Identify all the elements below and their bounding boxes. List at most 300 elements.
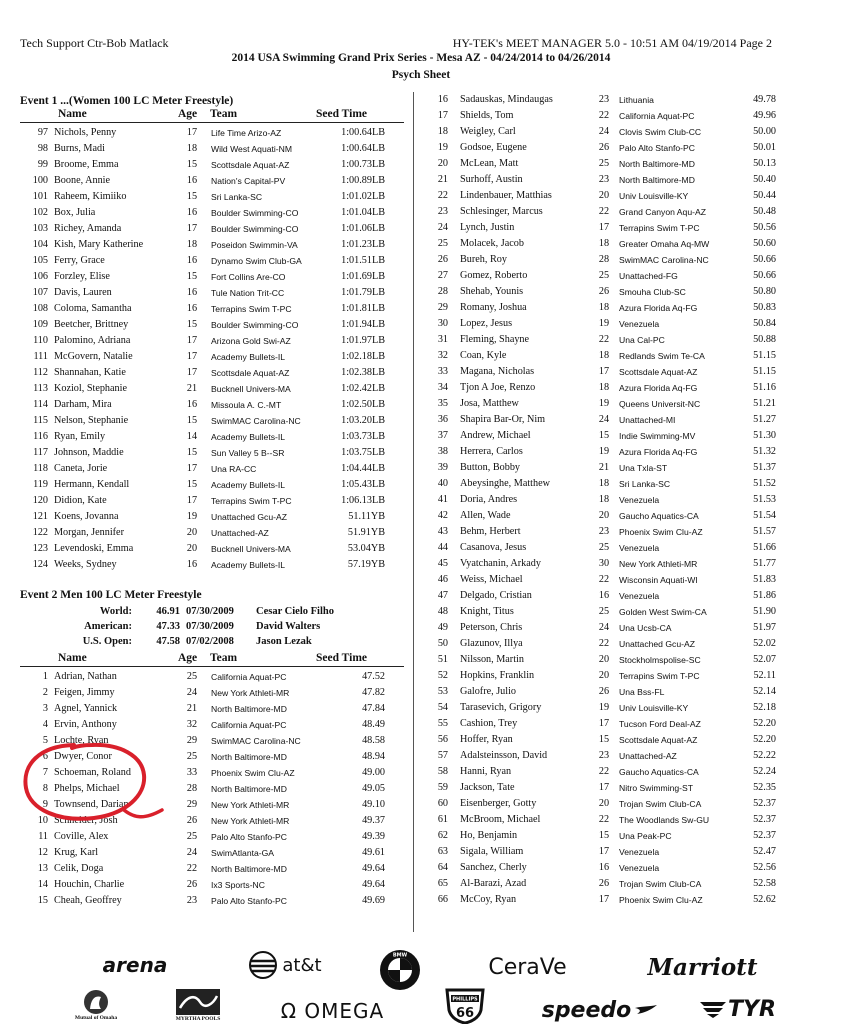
seed-time: 51.97 bbox=[753, 622, 776, 633]
age: 16 bbox=[598, 590, 610, 601]
swimmer-name: Hanni, Ryan bbox=[460, 766, 512, 777]
team: SwimAtlanta-GA bbox=[211, 848, 275, 858]
swimmer-name: Romany, Joshua bbox=[460, 302, 527, 313]
place: 59 bbox=[437, 782, 448, 793]
swimmer-name: Tarasevich, Grigory bbox=[460, 702, 542, 713]
age: 17 bbox=[598, 366, 610, 377]
team: Ix3 Sports-NC bbox=[211, 880, 265, 890]
team: Smouha Club-SC bbox=[619, 287, 686, 297]
phillips-shield-icon bbox=[443, 988, 487, 1024]
record-label: U.S. Open: bbox=[82, 636, 132, 647]
seed-time: 1:03.75LB bbox=[341, 447, 385, 458]
age: 30 bbox=[598, 558, 610, 569]
team: Azura Florida Aq-FG bbox=[619, 383, 698, 393]
place: 60 bbox=[437, 798, 448, 809]
phillips-text: PHILLIPS bbox=[452, 996, 478, 1003]
age: 29 bbox=[186, 799, 198, 810]
seed-time: 51.16 bbox=[753, 382, 776, 393]
swimmer-name: Glazunov, Illya bbox=[460, 638, 523, 649]
team: Dynamo Swim Club-GA bbox=[211, 256, 302, 266]
team: Trojan Swim Club-CA bbox=[619, 799, 702, 809]
seed-time: 1:00.73LB bbox=[341, 159, 385, 170]
age: 16 bbox=[186, 559, 198, 570]
place: 16 bbox=[437, 94, 448, 105]
place: 110 bbox=[33, 335, 48, 346]
team: Palo Alto Stanfo-PC bbox=[619, 143, 695, 153]
team: New York Athleti-MR bbox=[211, 688, 290, 698]
seed-time: 1:02.50LB bbox=[341, 399, 385, 410]
table-row bbox=[20, 253, 404, 269]
right-column bbox=[428, 92, 808, 908]
swimmer-name: Knight, Titus bbox=[460, 606, 514, 617]
table-row bbox=[20, 173, 404, 189]
seed-time: 47.82 bbox=[362, 687, 385, 698]
myrtha-text: MYRTHA POOLS bbox=[175, 1016, 221, 1022]
seed-time: 52.22 bbox=[753, 750, 776, 761]
seed-time: 50.60 bbox=[753, 238, 776, 249]
seed-time: 52.11 bbox=[753, 670, 776, 681]
team: Grand Canyon Aqu-AZ bbox=[619, 207, 706, 217]
team: Greater Omaha Aq-MW bbox=[619, 239, 710, 249]
place: 13 bbox=[37, 863, 48, 874]
seed-time: 49.61 bbox=[362, 847, 385, 858]
team: Una Ucsb-CA bbox=[619, 623, 672, 633]
swimmer-name: Weeks, Sydney bbox=[54, 559, 117, 570]
team: Unattached Gcu-AZ bbox=[619, 639, 695, 649]
age: 20 bbox=[598, 670, 610, 681]
team: Lithuania bbox=[619, 95, 654, 105]
seed-time: 49.37 bbox=[362, 815, 385, 826]
table-row bbox=[20, 733, 404, 749]
swimmer-name: Adalsteinsson, David bbox=[460, 750, 548, 761]
place: 38 bbox=[437, 446, 448, 457]
team: Venezuela bbox=[619, 495, 660, 505]
mutual-of-omaha-logo bbox=[68, 986, 124, 1024]
place: 109 bbox=[32, 319, 48, 330]
col-seed: Seed Time bbox=[316, 652, 368, 664]
event2-column-headers bbox=[20, 652, 404, 666]
swimmer-name: Koens, Jovanna bbox=[54, 511, 119, 522]
seed-time: 49.64 bbox=[362, 863, 385, 874]
table-row bbox=[428, 364, 808, 380]
team: Wisconsin Aquati-WI bbox=[619, 575, 698, 585]
tyr-wordmark: TYR bbox=[728, 996, 776, 1022]
table-row bbox=[428, 828, 808, 844]
place: 45 bbox=[437, 558, 448, 569]
swimmer-name: Surhoff, Austin bbox=[460, 174, 523, 185]
table-row bbox=[20, 317, 404, 333]
seed-time: 1:01.81LB bbox=[341, 303, 385, 314]
event2-title: Event 2 Men 100 LC Meter Freestyle bbox=[20, 589, 202, 601]
team: Terrapins Swim T-PC bbox=[211, 496, 292, 506]
marriott-logo: Marriott bbox=[647, 953, 758, 981]
seed-time: 1:02.18LB bbox=[341, 351, 385, 362]
place: 42 bbox=[437, 510, 448, 521]
place: 6 bbox=[42, 751, 48, 762]
team: Boulder Swimming-CO bbox=[211, 208, 299, 218]
age: 17 bbox=[598, 222, 610, 233]
seed-time: 49.10 bbox=[362, 799, 385, 810]
table-row bbox=[20, 413, 404, 429]
age: 23 bbox=[598, 750, 610, 761]
table-row bbox=[428, 412, 808, 428]
team: Wild West Aquati-NM bbox=[211, 144, 293, 154]
swimmer-name: Morgan, Jennifer bbox=[54, 527, 124, 538]
age: 25 bbox=[598, 270, 610, 281]
table-row bbox=[20, 141, 404, 157]
age: 18 bbox=[186, 143, 198, 154]
age: 17 bbox=[186, 127, 198, 138]
swimmer-name: Johnson, Maddie bbox=[54, 447, 124, 458]
seed-time: 1:01.69LB bbox=[341, 271, 385, 282]
seed-time: 52.58 bbox=[753, 878, 776, 889]
table-row bbox=[428, 796, 808, 812]
place: 105 bbox=[32, 255, 48, 266]
record-row bbox=[20, 619, 404, 634]
age: 16 bbox=[186, 303, 198, 314]
age: 15 bbox=[186, 479, 198, 490]
seed-time: 51.27 bbox=[753, 414, 776, 425]
place: 44 bbox=[437, 542, 448, 553]
team: Nation's Capital-PV bbox=[211, 176, 286, 186]
team: Academy Bullets-IL bbox=[211, 432, 286, 442]
seed-time: 50.44 bbox=[753, 190, 776, 201]
col-seed: Seed Time bbox=[316, 108, 368, 120]
col-name: Name bbox=[58, 652, 87, 664]
table-row bbox=[20, 717, 404, 733]
seed-time: 49.64 bbox=[362, 879, 385, 890]
seed-time: 49.05 bbox=[362, 783, 385, 794]
age: 26 bbox=[186, 815, 198, 826]
age: 15 bbox=[598, 430, 610, 441]
seed-time: 1:00.64LB bbox=[341, 143, 385, 154]
place: 107 bbox=[32, 287, 48, 298]
swimmer-name: Schneider, Josh bbox=[54, 815, 118, 826]
table-row bbox=[428, 172, 808, 188]
table-row bbox=[428, 540, 808, 556]
table-row bbox=[428, 892, 808, 908]
swimmer-name: McGovern, Natalie bbox=[54, 351, 133, 362]
place: 31 bbox=[437, 334, 448, 345]
place: 24 bbox=[437, 222, 448, 233]
meet-title: 2014 USA Swimming Grand Prix Series - Mesa AZ - 04/24/2014 to 04/26/2014 bbox=[231, 52, 611, 64]
table-row bbox=[20, 269, 404, 285]
swimmer-name: Houchin, Charlie bbox=[54, 879, 125, 890]
age: 17 bbox=[186, 223, 198, 234]
seed-time: 51.83 bbox=[753, 574, 776, 585]
col-name: Name bbox=[58, 108, 87, 120]
team: Fort Collins Are-CO bbox=[211, 272, 286, 282]
swimmer-name: Sadauskas, Mindaugas bbox=[460, 94, 553, 105]
team: Boulder Swimming-CO bbox=[211, 320, 299, 330]
age: 18 bbox=[598, 238, 610, 249]
age: 16 bbox=[186, 207, 198, 218]
age: 17 bbox=[598, 846, 610, 857]
team: Clovis Swim Club-CC bbox=[619, 127, 702, 137]
seed-time: 47.52 bbox=[362, 671, 385, 682]
team: Phoenix Swim Clu-AZ bbox=[619, 527, 703, 537]
swimmer-name: Jackson, Tate bbox=[460, 782, 515, 793]
seed-time: 52.24 bbox=[753, 766, 776, 777]
swimmer-name: Hoffer, Ryan bbox=[460, 734, 513, 745]
seed-time: 49.78 bbox=[753, 94, 776, 105]
swimmer-name: Koziol, Stephanie bbox=[54, 383, 127, 394]
seed-time: 50.00 bbox=[753, 126, 776, 137]
swimmer-name: Vyatchanin, Arkady bbox=[460, 558, 541, 569]
age: 16 bbox=[186, 255, 198, 266]
swimmer-name: Cashion, Trey bbox=[460, 718, 518, 729]
seed-time: 51.32 bbox=[753, 446, 776, 457]
age: 15 bbox=[186, 319, 198, 330]
record-row bbox=[20, 604, 404, 619]
event1-title: Event 1 ...(Women 100 LC Meter Freestyle) bbox=[20, 95, 234, 107]
age: 18 bbox=[598, 302, 610, 313]
place: 55 bbox=[437, 718, 448, 729]
seed-time: 51.30 bbox=[753, 430, 776, 441]
seed-time: 51.11YB bbox=[348, 511, 385, 522]
seed-time: 52.37 bbox=[753, 798, 776, 809]
team: Terrapins Swim T-PC bbox=[211, 304, 292, 314]
table-row bbox=[20, 877, 404, 893]
table-row bbox=[428, 588, 808, 604]
table-row bbox=[428, 492, 808, 508]
seed-time: 49.96 bbox=[753, 110, 776, 121]
age: 17 bbox=[186, 351, 198, 362]
team: Stockholmspolise-SC bbox=[619, 655, 701, 665]
place: 100 bbox=[32, 175, 48, 186]
table-row bbox=[20, 493, 404, 509]
seed-time: 52.20 bbox=[753, 718, 776, 729]
age: 23 bbox=[186, 895, 198, 906]
swimmer-name: Coan, Kyle bbox=[460, 350, 507, 361]
place: 39 bbox=[437, 462, 448, 473]
table-row bbox=[428, 860, 808, 876]
swimmer-name: Shapira Bar-Or, Nim bbox=[460, 414, 546, 425]
table-row bbox=[20, 685, 404, 701]
place: 1 bbox=[42, 671, 48, 682]
swimmer-name: Hopkins, Franklin bbox=[460, 670, 535, 681]
age: 24 bbox=[598, 126, 610, 137]
place: 22 bbox=[437, 190, 448, 201]
place: 40 bbox=[437, 478, 448, 489]
table-row bbox=[20, 669, 404, 685]
swimmer-name: Cheah, Geoffrey bbox=[54, 895, 122, 906]
seed-time: 50.83 bbox=[753, 302, 776, 313]
age: 25 bbox=[598, 542, 610, 553]
record-holder: David Walters bbox=[256, 621, 321, 632]
table-row bbox=[428, 748, 808, 764]
place: 28 bbox=[437, 286, 448, 297]
team: Poseidon Swimmin-VA bbox=[211, 240, 298, 250]
swimmer-name: Eisenberger, Gotty bbox=[460, 798, 537, 809]
event2-records bbox=[20, 604, 404, 652]
age: 28 bbox=[598, 254, 610, 265]
age: 26 bbox=[186, 879, 198, 890]
table-row bbox=[428, 188, 808, 204]
age: 17 bbox=[598, 718, 610, 729]
table-row bbox=[428, 316, 808, 332]
team: Una Txla-ST bbox=[619, 463, 668, 473]
swimmer-name: Schlesinger, Marcus bbox=[460, 206, 543, 217]
swimmer-name: Delgado, Cristian bbox=[460, 590, 532, 601]
seed-time: 50.88 bbox=[753, 334, 776, 345]
team: Life Time Arizo-AZ bbox=[211, 128, 282, 138]
team: Unattached-AZ bbox=[619, 751, 677, 761]
table-row bbox=[428, 524, 808, 540]
table-row bbox=[20, 845, 404, 861]
seed-time: 1:03.20LB bbox=[341, 415, 385, 426]
age: 18 bbox=[186, 239, 198, 250]
team: Boulder Swimming-CO bbox=[211, 224, 299, 234]
place: 104 bbox=[32, 239, 48, 250]
age: 18 bbox=[598, 478, 610, 489]
age: 22 bbox=[598, 334, 610, 345]
place: 121 bbox=[32, 511, 48, 522]
age: 17 bbox=[186, 495, 198, 506]
swimmer-name: Nilsson, Martin bbox=[460, 654, 524, 665]
table-row bbox=[428, 92, 808, 108]
age: 22 bbox=[598, 206, 610, 217]
team: Academy Bullets-IL bbox=[211, 352, 286, 362]
swimmer-name: Lindenbauer, Matthias bbox=[460, 190, 552, 201]
swimmer-name: Ryan, Emily bbox=[54, 431, 106, 442]
header-right: HY-TEK's MEET MANAGER 5.0 - 10:51 AM 04/19/2014 Page 2 bbox=[452, 36, 772, 50]
team: SwimMAC Carolina-NC bbox=[619, 255, 709, 265]
age: 25 bbox=[598, 606, 610, 617]
record-label: American: bbox=[84, 621, 132, 632]
age: 24 bbox=[598, 622, 610, 633]
team: Univ Louisville-KY bbox=[619, 703, 689, 713]
team: Unattached-AZ bbox=[211, 528, 269, 538]
team: Indie Swimming-MV bbox=[619, 431, 696, 441]
team: Scottsdale Aquat-AZ bbox=[211, 368, 290, 378]
age: 18 bbox=[598, 350, 610, 361]
age: 32 bbox=[186, 719, 198, 730]
age: 15 bbox=[186, 415, 198, 426]
team: Missoula A. C.-MT bbox=[211, 400, 282, 410]
table-row bbox=[428, 668, 808, 684]
seed-time: 53.04YB bbox=[347, 543, 385, 554]
place: 15 bbox=[37, 895, 48, 906]
place: 36 bbox=[437, 414, 448, 425]
event2-rows-continued bbox=[428, 92, 808, 908]
table-row bbox=[428, 428, 808, 444]
seed-time: 48.49 bbox=[362, 719, 385, 730]
swimmer-name: McCoy, Ryan bbox=[460, 894, 517, 905]
place: 54 bbox=[437, 702, 448, 713]
place: 53 bbox=[437, 686, 448, 697]
seed-time: 50.01 bbox=[753, 142, 776, 153]
seed-time: 49.39 bbox=[362, 831, 385, 842]
sponsor-bar bbox=[0, 940, 842, 1024]
swimmer-name: Nelson, Stephanie bbox=[54, 415, 129, 426]
swimmer-name: Casanova, Jesus bbox=[460, 542, 527, 553]
team: SwimMAC Carolina-NC bbox=[211, 736, 301, 746]
table-row bbox=[428, 604, 808, 620]
seed-time: 1:01.06LB bbox=[341, 223, 385, 234]
swimmer-name: Ho, Benjamin bbox=[460, 830, 518, 841]
table-row bbox=[428, 844, 808, 860]
swimmer-name: Shannahan, Katie bbox=[54, 367, 126, 378]
team: New York Athleti-MR bbox=[211, 800, 290, 810]
seed-time: 52.37 bbox=[753, 814, 776, 825]
table-row bbox=[428, 716, 808, 732]
swimmer-name: Andrew, Michael bbox=[460, 430, 531, 441]
place: 115 bbox=[33, 415, 48, 426]
record-date: 07/30/2009 bbox=[186, 621, 234, 632]
age: 20 bbox=[186, 527, 198, 538]
place: 116 bbox=[33, 431, 48, 442]
swimmer-name: Josa, Matthew bbox=[460, 398, 519, 409]
place: 98 bbox=[37, 143, 48, 154]
swimmer-name: Coloma, Samantha bbox=[54, 303, 132, 314]
seed-time: 51.37 bbox=[753, 462, 776, 473]
myrtha-icon bbox=[175, 988, 221, 1016]
table-row bbox=[428, 508, 808, 524]
age: 21 bbox=[186, 703, 198, 714]
seed-time: 1:01.97LB bbox=[341, 335, 385, 346]
swimmer-name: Raheem, Kimiiko bbox=[54, 191, 127, 202]
table-row bbox=[428, 124, 808, 140]
place: 14 bbox=[37, 879, 48, 890]
team: Academy Bullets-IL bbox=[211, 480, 286, 490]
bmw-logo bbox=[378, 948, 422, 992]
age: 18 bbox=[598, 494, 610, 505]
place: 117 bbox=[33, 447, 48, 458]
place: 51 bbox=[437, 654, 448, 665]
table-row bbox=[20, 205, 404, 221]
age: 26 bbox=[598, 686, 610, 697]
place: 7 bbox=[42, 767, 48, 778]
age: 19 bbox=[598, 398, 610, 409]
age: 24 bbox=[186, 847, 198, 858]
team: Gaucho Aquatics-CA bbox=[619, 767, 699, 777]
seed-time: 51.77 bbox=[753, 558, 776, 569]
col-team: Team bbox=[210, 652, 238, 664]
age: 14 bbox=[186, 431, 198, 442]
team: Scottsdale Aquat-AZ bbox=[211, 160, 290, 170]
seed-time: 51.90 bbox=[753, 606, 776, 617]
sheet-title: Psych Sheet bbox=[391, 69, 451, 81]
age: 16 bbox=[186, 175, 198, 186]
omega-logo: Ω OMEGA bbox=[280, 999, 385, 1023]
table-row bbox=[428, 380, 808, 396]
swimmer-name: Feigen, Jimmy bbox=[54, 687, 115, 698]
table-row bbox=[428, 332, 808, 348]
seed-time: 1:02.42LB bbox=[341, 383, 385, 394]
team: Phoenix Swim Clu-AZ bbox=[211, 768, 295, 778]
swimmer-name: Magana, Nicholas bbox=[460, 366, 535, 377]
table-row bbox=[20, 429, 404, 445]
table-row bbox=[428, 140, 808, 156]
age: 19 bbox=[598, 446, 610, 457]
table-row bbox=[20, 381, 404, 397]
seed-time: 52.37 bbox=[753, 830, 776, 841]
seed-time: 1:00.64LB bbox=[341, 127, 385, 138]
team: Redlands Swim Te-CA bbox=[619, 351, 705, 361]
team: Arizona Gold Swi-AZ bbox=[211, 336, 291, 346]
table-row bbox=[20, 125, 404, 141]
team: North Baltimore-MD bbox=[211, 784, 287, 794]
bmw-text: BMW bbox=[392, 952, 408, 959]
arena-logo: arena bbox=[102, 953, 168, 977]
team: Gaucho Aquatics-CA bbox=[619, 511, 699, 521]
team: Queens Universit-NC bbox=[619, 399, 701, 409]
swimmer-name: Lopez, Jesus bbox=[460, 318, 513, 329]
team: California Aquat-PC bbox=[211, 720, 287, 730]
seed-time: 50.13 bbox=[753, 158, 776, 169]
swimmer-name: Celik, Doga bbox=[54, 863, 104, 874]
